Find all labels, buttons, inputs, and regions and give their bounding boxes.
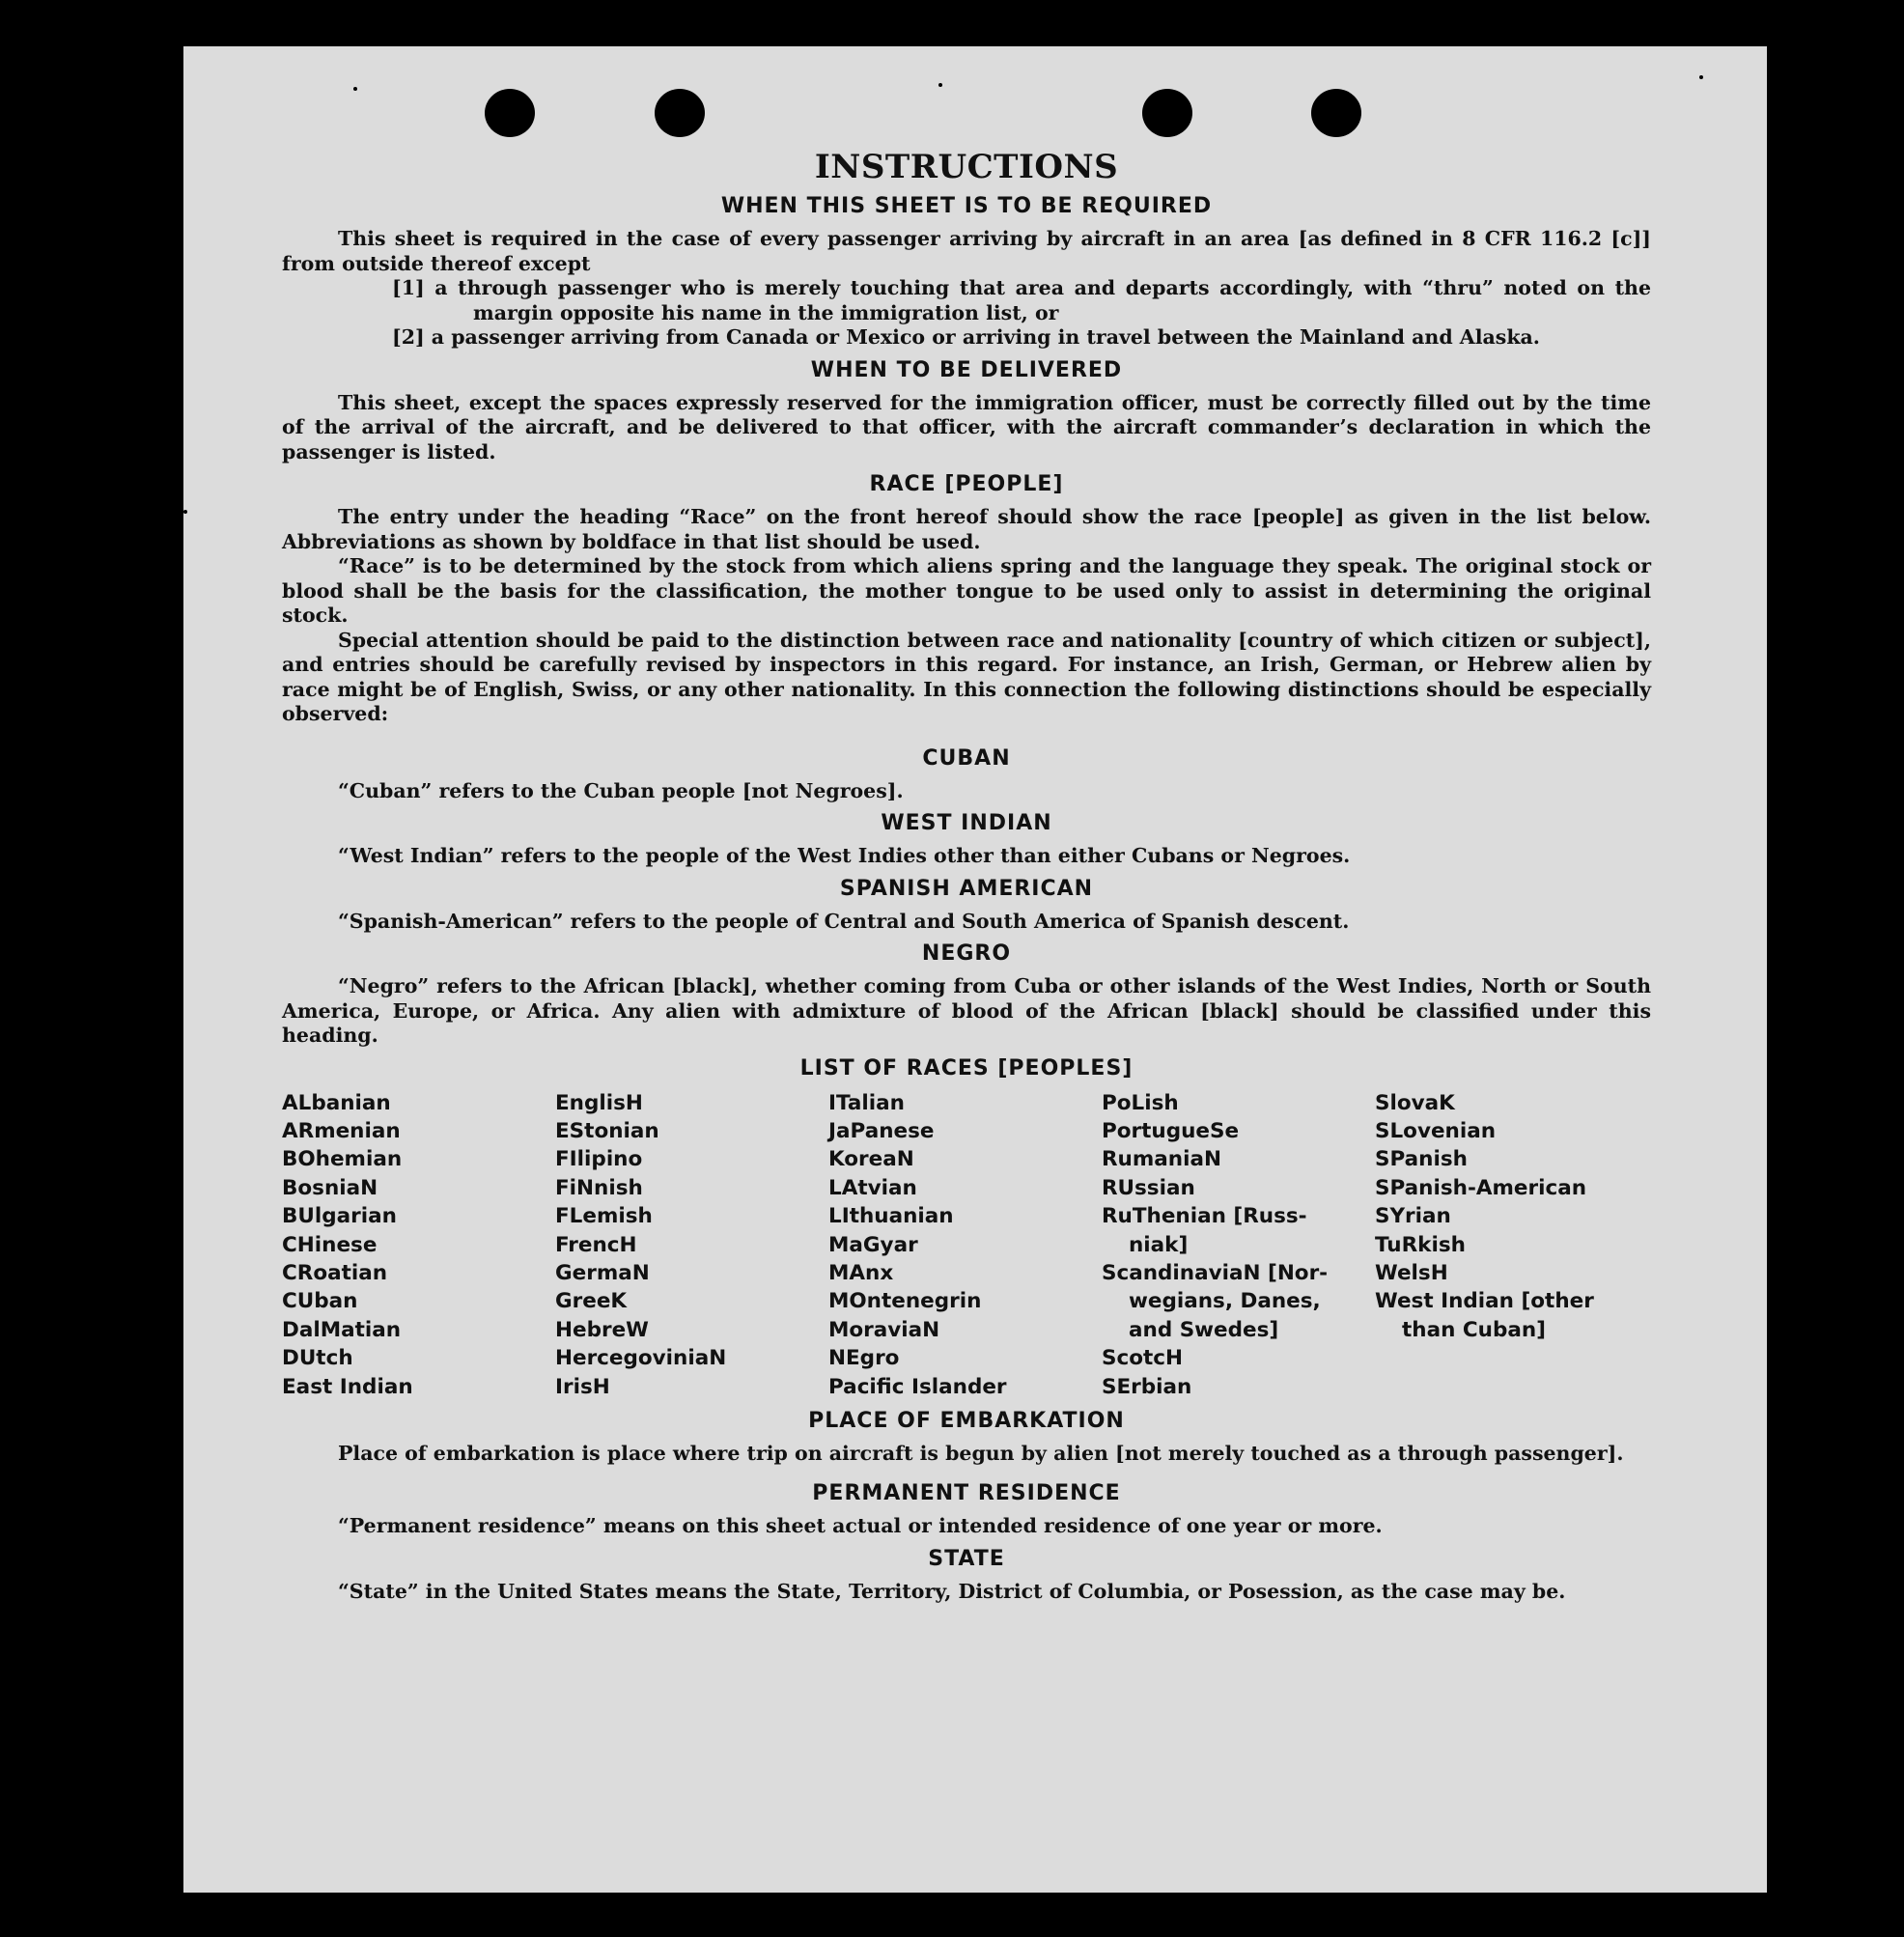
race-column-5 bbox=[1375, 1089, 1651, 1401]
race-entry: LIthuanian bbox=[828, 1204, 954, 1229]
race-entry: HebreW bbox=[555, 1317, 649, 1342]
paper-speck bbox=[353, 87, 357, 91]
race-column-2 bbox=[555, 1089, 828, 1401]
paragraph-state: “State” in the United States means the State, Territory, District of Columbia, or Posession, as the case may be. bbox=[338, 1579, 1566, 1603]
race-list bbox=[282, 1089, 1651, 1401]
paragraph-residence: “Permanent residence” means on this sheet actual or intended residence of one year or more. bbox=[338, 1514, 1383, 1538]
race-entry: JaPanese bbox=[828, 1118, 935, 1143]
heading-permanent-residence: PERMANENT RESIDENCE bbox=[812, 1481, 1121, 1506]
race-column-3 bbox=[828, 1089, 1102, 1401]
paper-speck bbox=[183, 510, 187, 514]
race-entry: MoraviaN bbox=[828, 1317, 940, 1342]
race-column-4 bbox=[1102, 1089, 1375, 1401]
race-entry: MAnx bbox=[828, 1260, 894, 1285]
race-entry: DUtch bbox=[282, 1346, 353, 1371]
paragraph-cuban: “Cuban” refers to the Cuban people [not Negroes]. bbox=[338, 778, 904, 802]
heading-race: RACE [PEOPLE] bbox=[869, 472, 1064, 496]
race-entry: KoreaN bbox=[828, 1147, 914, 1172]
race-entry: RuThenian [Russ- bbox=[1102, 1204, 1307, 1229]
heading-west-indian: WEST INDIAN bbox=[881, 811, 1052, 835]
race-entry: BUlgarian bbox=[282, 1204, 397, 1229]
heading-place-of-embarkation: PLACE OF EMBARKATION bbox=[808, 1408, 1125, 1433]
race-entry: SlovaK bbox=[1375, 1090, 1455, 1115]
race-entry: SPanish-American bbox=[1375, 1175, 1587, 1200]
race-entry-continuation: than Cuban] bbox=[1402, 1317, 1546, 1342]
race-entry: BosniaN bbox=[282, 1175, 378, 1200]
race-entry: RumaniaN bbox=[1102, 1147, 1221, 1172]
race-entry: SLovenian bbox=[1375, 1118, 1497, 1143]
race-entry: DalMatian bbox=[282, 1317, 402, 1342]
race-entry: FiNnish bbox=[555, 1175, 643, 1200]
race-entry: EnglisH bbox=[555, 1090, 643, 1115]
paragraph-race-1: The entry under the heading “Race” on the front hereof should show the race [people] as given in the list below. Abbreviations as shown by boldface in that list should be used. bbox=[282, 505, 1651, 553]
race-entry-continuation: niak] bbox=[1129, 1232, 1189, 1257]
race-entry: SPanish bbox=[1375, 1147, 1468, 1172]
paper-speck bbox=[938, 83, 942, 87]
race-entry: East Indian bbox=[282, 1374, 413, 1399]
punch-hole bbox=[1142, 89, 1192, 137]
paragraph-spanish-american: “Spanish-American” refers to the people of Central and South America of Spanish descent. bbox=[338, 909, 1350, 933]
paragraph-delivered: This sheet, except the spaces expressly reserved for the immigration officer, must be correctly filled out by the time of the arrival of the aircraft, and be delivered to that officer, with the aircraft commander’s declaration in which the passenger is listed. bbox=[282, 390, 1651, 463]
race-entry: MaGyar bbox=[828, 1232, 918, 1257]
race-entry-continuation: wegians, Danes, bbox=[1129, 1289, 1321, 1314]
race-entry: West Indian [other bbox=[1375, 1289, 1594, 1314]
race-entry: EStonian bbox=[555, 1118, 659, 1143]
race-entry: HercegoviniaN bbox=[555, 1346, 727, 1371]
race-entry: IrisH bbox=[555, 1374, 610, 1399]
race-entry: FrencH bbox=[555, 1232, 637, 1257]
page-title: INSTRUCTIONS bbox=[814, 148, 1119, 186]
race-entry: GreeK bbox=[555, 1289, 628, 1314]
race-entry: ARmenian bbox=[282, 1118, 401, 1143]
race-entry-continuation: and Swedes] bbox=[1129, 1317, 1279, 1342]
heading-when-required: WHEN THIS SHEET IS TO BE REQUIRED bbox=[720, 194, 1213, 218]
race-entry: FIlipino bbox=[555, 1147, 643, 1172]
race-column-1 bbox=[282, 1089, 555, 1401]
paragraph-embarkation: Place of embarkation is place where trip on aircraft is begun by alien [not merely touched as a through passenger]. bbox=[338, 1441, 1624, 1465]
heading-cuban: CUBAN bbox=[922, 745, 1011, 771]
race-entry: TuRkish bbox=[1375, 1232, 1466, 1257]
punch-hole bbox=[655, 89, 705, 137]
punch-hole bbox=[1311, 89, 1361, 137]
race-entry: GermaN bbox=[555, 1260, 650, 1285]
instruction-sheet bbox=[183, 46, 1767, 1893]
paragraph-required-item-1: [1] a through passenger who is merely touching that area and departs accordingly, with “thru” noted on the margin opposite his name in the immigration list, or bbox=[392, 276, 1651, 324]
heading-negro: NEGRO bbox=[921, 941, 1012, 966]
race-entry: WelsH bbox=[1375, 1260, 1448, 1285]
race-entry: PortugueSe bbox=[1102, 1118, 1240, 1143]
race-entry: ITalian bbox=[828, 1090, 905, 1115]
race-entry: Pacific Islander bbox=[828, 1374, 1007, 1399]
paragraph-required-intro: This sheet is required in the case of every passenger arriving by aircraft in an area [as defined in 8 CFR 116.2 [c]] from outside thereof except bbox=[282, 227, 1651, 275]
race-entry: SErbian bbox=[1102, 1374, 1192, 1399]
race-entry: NEgro bbox=[828, 1346, 900, 1371]
race-entry: CUban bbox=[282, 1289, 358, 1314]
paragraph-negro: “Negro” refers to the African [black], whether coming from Cuba or other islands of the West Indies, North or South America, Europe, or Africa. Any alien with admixture of blood of the African [black] should be classified under this heading. bbox=[282, 974, 1651, 1047]
heading-when-delivered: WHEN TO BE DELIVERED bbox=[810, 357, 1123, 382]
instruction-text bbox=[282, 148, 1651, 1604]
race-entry: RUssian bbox=[1102, 1175, 1195, 1200]
race-entry: ALbanian bbox=[282, 1090, 391, 1115]
race-entry: SYrian bbox=[1375, 1204, 1451, 1229]
race-entry: CHinese bbox=[282, 1232, 378, 1257]
race-entry: CRoatian bbox=[282, 1260, 388, 1285]
race-entry: LAtvian bbox=[828, 1175, 917, 1200]
race-entry: ScandinaviaN [Nor- bbox=[1102, 1260, 1329, 1285]
heading-list-of-races: LIST OF RACES [PEOPLES] bbox=[799, 1055, 1134, 1081]
paragraph-race-3: Special attention should be paid to the distinction between race and nationality [country of which citizen or subject], and entries should be carefully revised by inspectors in this regard. For instance, an Irish, German, or Hebrew alien by race might be of English, Swiss, or any other nationality. In this connection the following distinctions should be especially observed: bbox=[282, 628, 1651, 725]
heading-state: STATE bbox=[928, 1546, 1005, 1571]
heading-spanish-american: SPANISH AMERICAN bbox=[839, 876, 1094, 901]
race-entry: MOntenegrin bbox=[828, 1289, 982, 1314]
paragraph-race-2: “Race” is to be determined by the stock from which aliens spring and the language they speak. The original stock or blood shall be the basis for the classification, the mother tongue to be used only to assist in determining the original stock. bbox=[282, 554, 1651, 627]
race-entry: BOhemian bbox=[282, 1147, 403, 1172]
paragraph-west-indian: “West Indian” refers to the people of the West Indies other than either Cubans or Negroes. bbox=[338, 844, 1351, 867]
punch-hole bbox=[485, 89, 535, 137]
race-entry: ScotcH bbox=[1102, 1346, 1184, 1371]
paragraph-required-item-2: [2] a passenger arriving from Canada or Mexico or arriving in travel between the Mainland and Alaska. bbox=[392, 325, 1540, 349]
race-entry: PoLish bbox=[1102, 1090, 1179, 1115]
race-entry: FLemish bbox=[555, 1204, 653, 1229]
paper-speck bbox=[1699, 75, 1703, 79]
